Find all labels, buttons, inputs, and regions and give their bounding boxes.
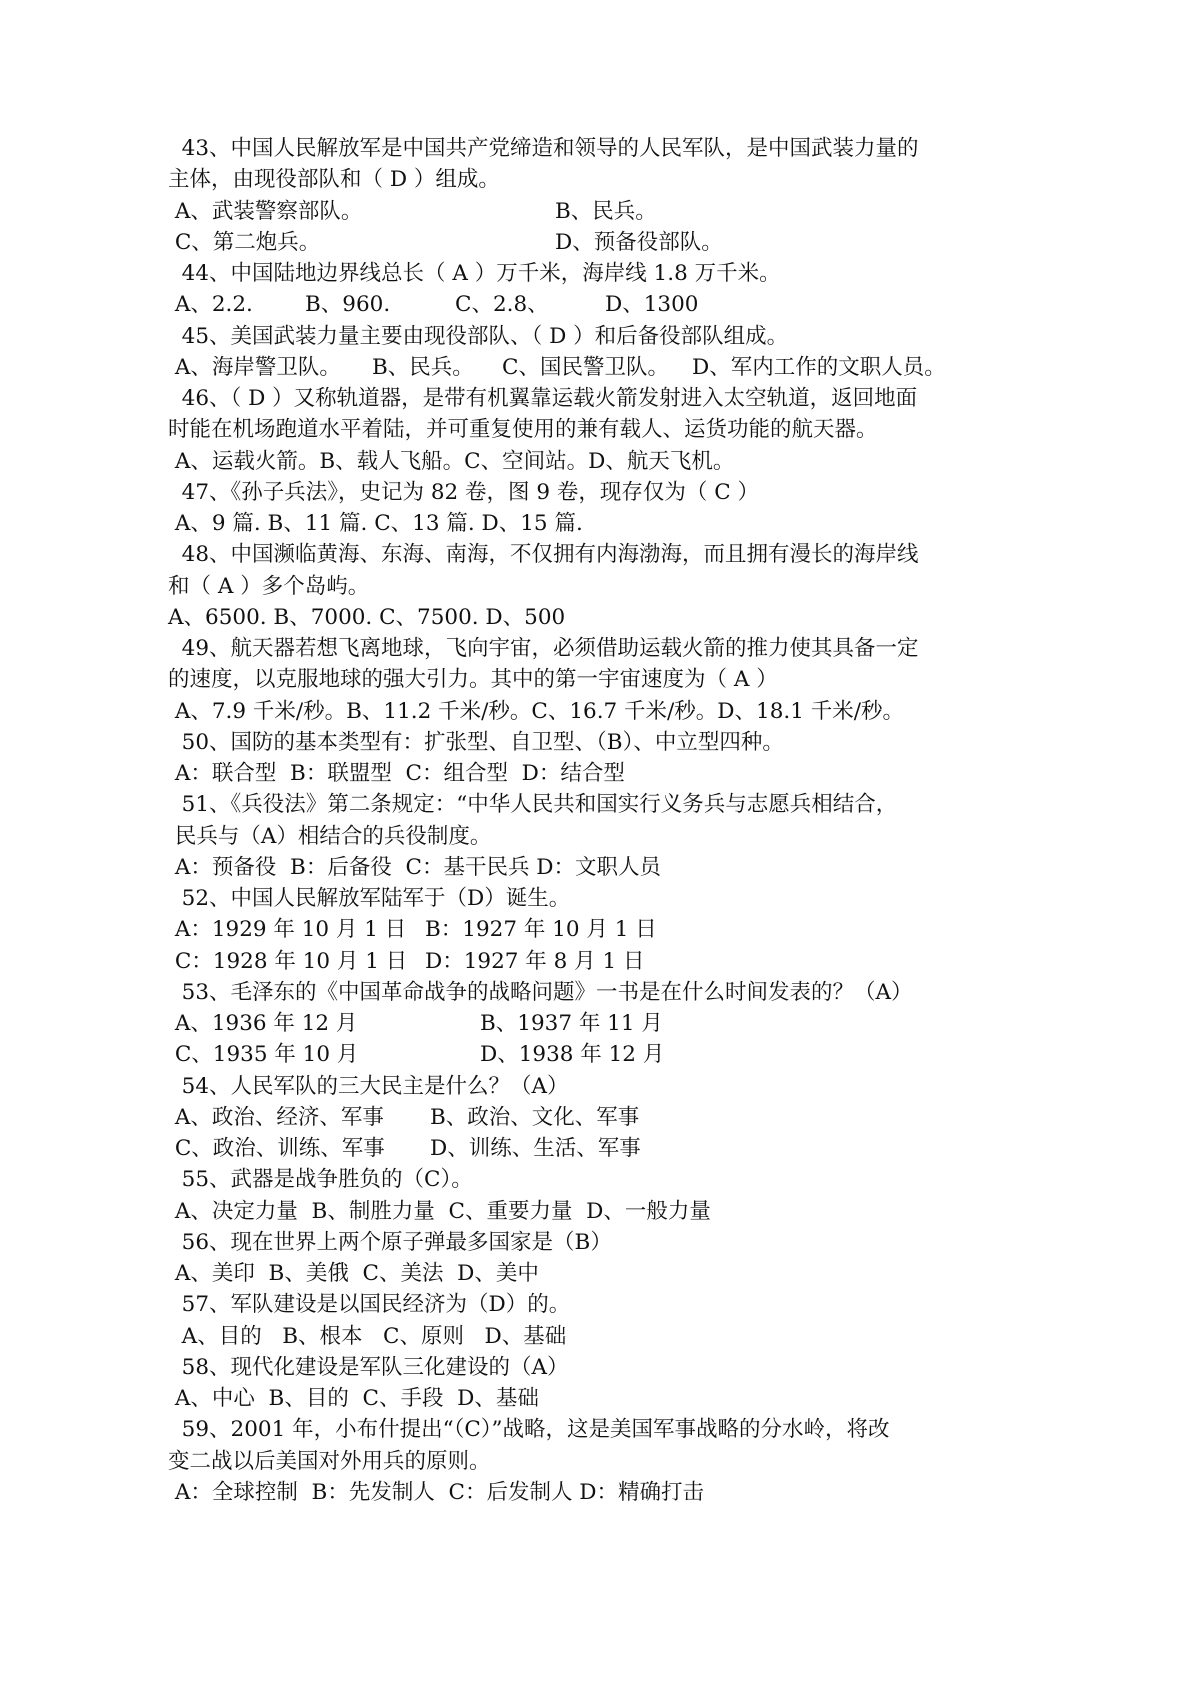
line-text: 变二战以后美国对外用兵的原则。	[168, 1448, 491, 1474]
text-line	[0, 1321, 1191, 1352]
text-line	[0, 1164, 1191, 1195]
line-text: A：1929 年 10 月 1 日	[168, 917, 407, 943]
line-text: 48、中国濒临黄海、东海、南海，不仅拥有内海渤海，而且拥有漫长的海岸线	[168, 542, 919, 568]
text-line	[0, 352, 1191, 383]
line-text: A、决定力量 B、制胜力量 C、重要力量 D、一般力量	[168, 1198, 711, 1224]
line-text: 56、现在世界上两个原子弹最多国家是（B）	[168, 1229, 612, 1255]
text-line	[0, 1446, 1191, 1477]
option-text: B、960.	[305, 292, 391, 318]
line-text: 50、国防的基本类型有：扩张型、自卫型、（B）、中立型四种。	[168, 729, 784, 755]
line-text: 59、2001 年，小布什提出“（C）”战略，这是美国军事战略的分水岭，将改	[168, 1417, 890, 1443]
text-line	[0, 1383, 1191, 1414]
text-line	[0, 227, 1191, 258]
text-line	[0, 727, 1191, 758]
text-line	[0, 1352, 1191, 1383]
text-line	[0, 664, 1191, 695]
line-text: A、7.9 千米/秒。B、11.2 千米/秒。C、16.7 千米/秒。D、18.1 千米/秒。	[168, 698, 904, 724]
document-page	[0, 133, 1191, 1508]
text-line	[0, 1414, 1191, 1445]
line-text: 民兵与（A）相结合的兵役制度。	[168, 823, 492, 849]
line-text: C：1928 年 10 月 1 日	[168, 948, 408, 974]
line-text: 57、军队建设是以国民经济为（D）的。	[168, 1292, 571, 1318]
line-text: 主体，由现役部队和（ D ）组成。	[168, 167, 500, 193]
line-text: 45、美国武装力量主要由现役部队、（ D ）和后备役部队组成。	[168, 323, 789, 349]
option-text: D、训练、生活、军事	[430, 1136, 641, 1161]
text-line	[0, 1133, 1191, 1164]
line-text: A、目的 B、根本 C、原则 D、基础	[168, 1323, 567, 1349]
line-text: A、2.2.	[168, 292, 253, 318]
option-text: B、民兵。	[372, 354, 474, 380]
text-line	[0, 196, 1191, 227]
text-line	[0, 477, 1191, 508]
line-text: A：预备役 B：后备役 C：基干民兵 D：文职人员	[168, 854, 662, 880]
text-line	[0, 258, 1191, 289]
text-line	[0, 1039, 1191, 1070]
line-text: 55、武器是战争胜负的（C）。	[168, 1167, 473, 1193]
line-text: C、政治、训练、军事	[168, 1136, 385, 1161]
line-text: A、运载火箭。B、载人飞船。C、空间站。D、航天飞机。	[168, 448, 735, 474]
line-text: 和（ A ）多个岛屿。	[168, 573, 370, 599]
line-text: A、6500. B、7000. C、7500. D、500	[168, 604, 566, 630]
line-text: 49、航天器若想飞离地球，飞向宇宙，必须借助运载火箭的推力使其具备一定	[168, 636, 919, 661]
line-text: A：全球控制 B：先发制人 C：后发制人 D：精确打击	[168, 1479, 705, 1505]
text-line	[0, 821, 1191, 852]
text-line	[0, 1289, 1191, 1320]
line-text: A、1936 年 12 月	[168, 1011, 358, 1036]
text-line	[0, 1258, 1191, 1289]
line-text: A、政治、经济、军事	[168, 1104, 384, 1130]
line-text: 44、中国陆地边界线总长（ A ）万千米，海岸线 1.8 万千米。	[168, 261, 781, 286]
text-line	[0, 414, 1191, 445]
text-line	[0, 696, 1191, 727]
text-line	[0, 602, 1191, 633]
text-line	[0, 1102, 1191, 1133]
line-text: 46、（ D ）又称轨道器，是带有机翼靠运载火箭发射进入太空轨道，返回地面	[168, 386, 918, 411]
text-line	[0, 914, 1191, 945]
option-text: D、军内工作的文职人员。	[692, 354, 946, 380]
text-line	[0, 164, 1191, 195]
text-line	[0, 1477, 1191, 1508]
line-text: 58、现代化建设是军队三化建设的（A）	[168, 1354, 569, 1380]
text-line	[0, 1196, 1191, 1227]
line-text: 的速度，以克服地球的强大引力。其中的第一宇宙速度为（ A ）	[168, 667, 778, 693]
line-text: A：联合型 B：联盟型 C：组合型 D：结合型	[168, 761, 625, 786]
line-text: 54、人民军队的三大民主是什么？（A）	[168, 1073, 569, 1099]
line-text: 时能在机场跑道水平着陆，并可重复使用的兼有载人、运货功能的航天器。	[168, 417, 878, 443]
text-line	[0, 539, 1191, 570]
text-line	[0, 321, 1191, 352]
option-text: B、民兵。	[555, 198, 657, 224]
text-line	[0, 789, 1191, 820]
option-text: B：1927 年 10 月 1 日	[425, 917, 657, 943]
line-text: 53、毛泽东的《中国革命战争的战略问题》一书是在什么时间发表的？（A）	[168, 979, 913, 1005]
text-line	[0, 133, 1191, 164]
line-text: A、9 篇. B、11 篇. C、13 篇. D、15 篇.	[168, 511, 583, 536]
option-text: D、1938 年 12 月	[480, 1042, 665, 1068]
option-text: C、2.8、	[455, 292, 549, 318]
option-text: B、1937 年 11 月	[480, 1011, 663, 1036]
text-line	[0, 883, 1191, 914]
option-text: D、预备役部队。	[555, 229, 723, 255]
text-line	[0, 446, 1191, 477]
line-text: A、海岸警卫队。	[168, 354, 341, 380]
line-text: A、中心 B、目的 C、手段 D、基础	[168, 1386, 539, 1411]
text-line	[0, 852, 1191, 883]
text-line	[0, 571, 1191, 602]
text-line	[0, 946, 1191, 977]
line-text: C、第二炮兵。	[168, 229, 321, 255]
line-text: 52、中国人民解放军陆军于（D）诞生。	[168, 886, 571, 911]
line-text: A、武装警察部队。	[168, 198, 363, 224]
line-text: 51、《兵役法》第二条规定：“中华人民共和国实行义务兵与志愿兵相结合，	[168, 792, 898, 818]
text-line	[0, 1008, 1191, 1039]
option-text: B、政治、文化、军事	[430, 1104, 640, 1130]
text-line	[0, 1227, 1191, 1258]
text-line	[0, 758, 1191, 789]
line-text: 43、中国人民解放军是中国共产党缔造和领导的人民军队，是中国武装力量的	[168, 136, 919, 161]
option-text: C、国民警卫队。	[502, 354, 669, 380]
line-text: A、美印 B、美俄 C、美法 D、美中	[168, 1261, 539, 1286]
text-line	[0, 633, 1191, 664]
option-text: D、1300	[605, 292, 699, 318]
line-text: C、1935 年 10 月	[168, 1042, 359, 1068]
text-line	[0, 508, 1191, 539]
line-text: 47、《孙子兵法》，史记为 82 卷，图 9 卷，现存仅为（ C ）	[168, 479, 760, 505]
text-line	[0, 1071, 1191, 1102]
text-line	[0, 977, 1191, 1008]
text-line	[0, 383, 1191, 414]
text-line	[0, 289, 1191, 320]
option-text: D：1927 年 8 月 1 日	[425, 948, 645, 974]
